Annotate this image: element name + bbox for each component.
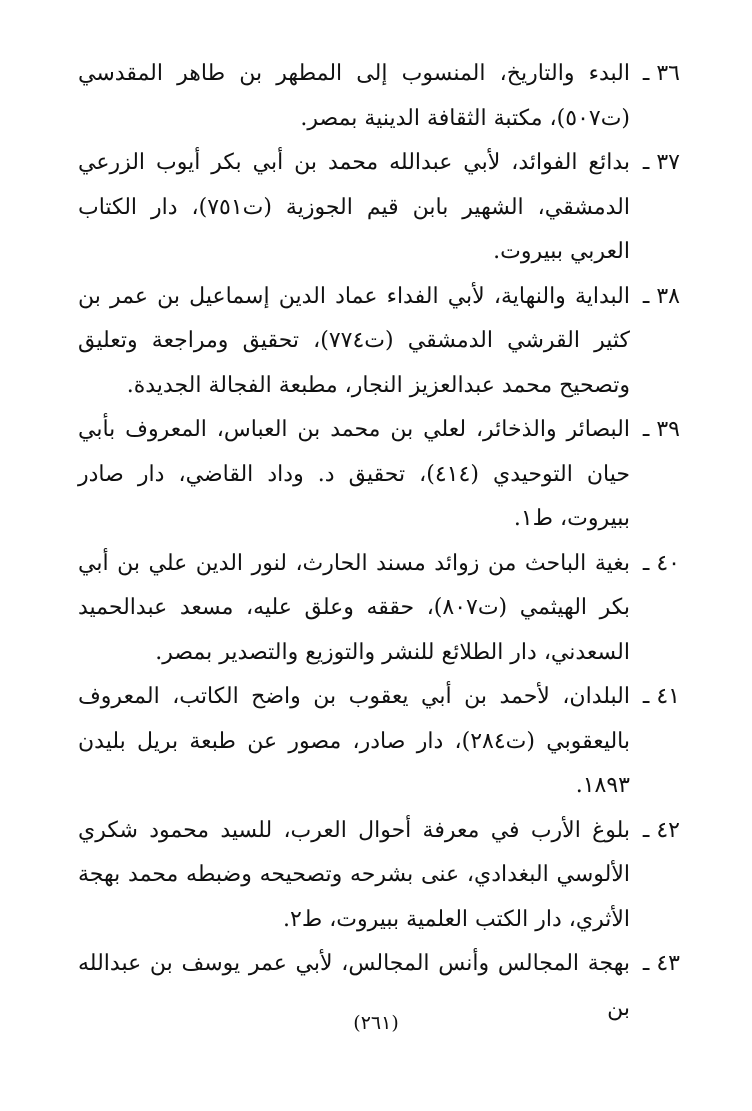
entry-text: بهجة المجالس وأنس المجالس، لأبي عمر يوسف بن عبدالله بن	[78, 951, 630, 1021]
bibliography-entry-37	[78, 141, 680, 275]
entry-text: البداية والنهاية، لأبي الفداء عماد الدين إسماعيل بن عمر بن كثير القرشي الدمشقي (ت٧٧٤)، تحقيق ومراجعة وتعليق وتصحيح محمد عبدالعزيز النجار، مطبعة الفجالة الجديدة.	[78, 283, 630, 398]
entry-number: ٤٢ ـ	[642, 817, 680, 843]
entry-number: ٣٦ ـ	[642, 61, 680, 86]
entry-text: البصائر والذخائر، لعلي بن محمد بن العباس، المعروف بأبي حيان التوحيدي (٤١٤)، تحقيق د. وداد القاضي، دار صادر ببيروت، ط١.	[78, 417, 630, 531]
entry-number: ٤٠ ـ	[642, 550, 680, 576]
bibliography-entry-38	[78, 275, 680, 409]
entry-text: بغية الباحث من زوائد مسند الحارث، لنور الدين علي بن أبي بكر الهيثمي (ت٨٠٧)، حققه وعلق عليه، مسعد عبدالحميد السعدني، دار الطلائع للنشر والتوزيع والتصدير بمصر.	[78, 550, 631, 665]
entry-number: ٤٣ ـ	[642, 951, 680, 976]
entry-text: بدائع الفوائد، لأبي عبدالله محمد بن أبي بكر أيوب الزرعي الدمشقي، الشهير بابن قيم الجوزية (ت٧٥١)، دار الكتاب العربي ببيروت.	[78, 150, 630, 264]
page-number: (٢٦١)	[353, 1012, 399, 1034]
bibliography-entry-40	[78, 542, 680, 676]
entry-number: ٣٨ ـ	[642, 283, 680, 309]
bibliography-entry-39	[78, 408, 680, 542]
entry-text: البدء والتاريخ، المنسوب إلى المطهر بن طاهر المقدسي (ت٥٠٧)، مكتبة الثقافة الدينية بمصر.	[78, 61, 630, 131]
entry-text: بلوغ الأرب في معرفة أحوال العرب، للسيد محمود شكري الألوسي البغدادي، عنى بشرحه وتصحيحه وضبطه محمد بهجة الأثري، دار الكتب العلمية ببيروت، ط٢.	[78, 817, 630, 932]
entry-number: ٤١ ـ	[642, 684, 680, 709]
entry-text: البلدان، لأحمد بن أبي يعقوب بن واضح الكاتب، المعروف باليعقوبي (ت٢٨٤)، دار صادر، مصور عن طبعة بريل بليدن ١٨٩٣.	[78, 684, 630, 798]
bibliography-entry-36	[78, 52, 680, 141]
bibliography-entry-41	[78, 675, 680, 809]
bibliography-list	[78, 52, 680, 1031]
entry-number: ٣٧ ـ	[642, 150, 680, 175]
bibliography-entry-42	[78, 809, 680, 943]
entry-number: ٣٩ ـ	[642, 417, 680, 442]
